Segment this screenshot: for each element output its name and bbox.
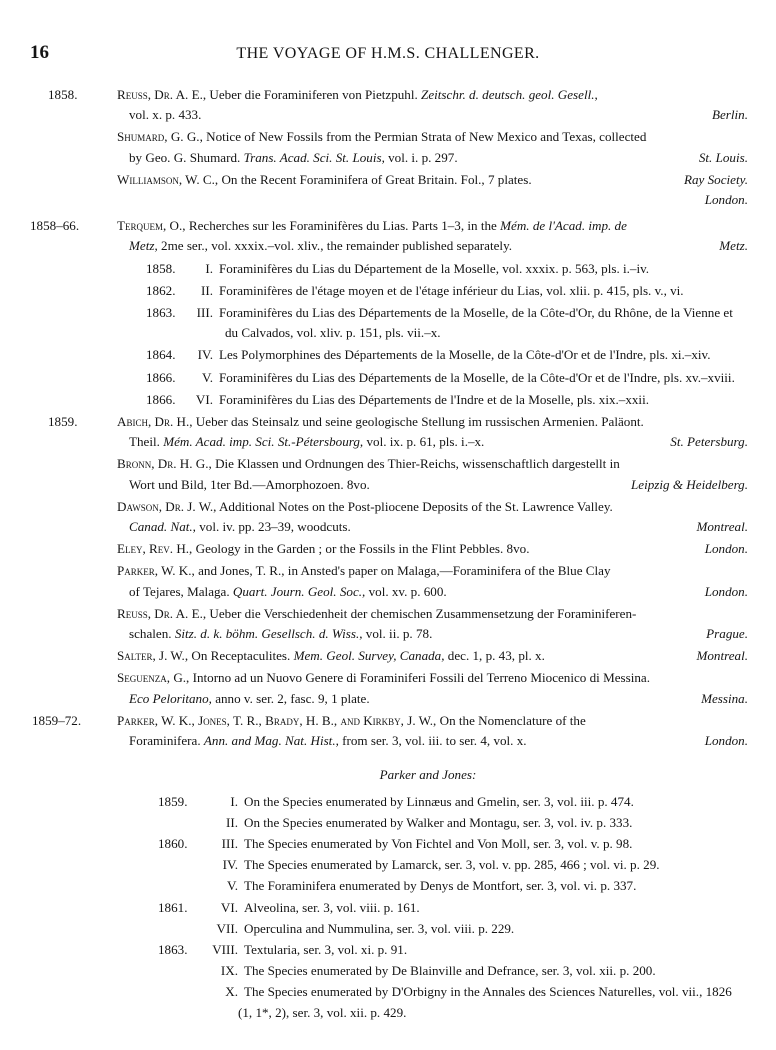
item-number: X. (225, 984, 238, 1000)
entry-place: Montreal. (696, 519, 748, 535)
terquem-part (0, 390, 776, 410)
entry-place: Montreal. (696, 648, 748, 664)
entry-author: Parker, W. K., (117, 563, 195, 579)
item-year: 1861. (158, 899, 188, 915)
entry-journal: Sitz. d. k. böhm. Gesellsch. d. Wiss., (174, 626, 363, 642)
entry-title: On the Recent Foraminifera of Great Britain. Fol., 7 plates. (221, 171, 532, 187)
entry-title: Ueber das Steinsalz und seine geologische Stellung im russischen Armenien. Paläont. (195, 414, 644, 430)
entry-publisher: Ray Society. (684, 171, 748, 187)
pj-item (0, 982, 776, 1022)
bib-entry-parker (0, 711, 776, 751)
part-year: 1863. (146, 305, 176, 321)
part-text: Foraminifères du Lias du Département de la Moselle, vol. xxxix. p. 563, pls. i.–iv. (219, 260, 650, 276)
item-number: VIII. (212, 941, 238, 957)
item-text: On the Species enumerated by Walker and Montagu, ser. 3, vol. iv. p. 333. (244, 814, 633, 830)
entry-detail: Foraminifera. (129, 733, 201, 749)
entry-author: Eley, Rev. H., (117, 541, 193, 557)
entry-journal: Ann. and Mag. Nat. Hist., (203, 733, 339, 749)
entry-title: On the Nomenclature of the (439, 712, 586, 728)
entry-author: Seguenza, G., (117, 670, 190, 686)
item-text: Textularia, ser. 3, vol. xi. p. 91. (244, 941, 408, 957)
pj-item (0, 898, 776, 918)
entry-place: London. (704, 192, 748, 208)
entry-title: Die Klassen und Ordnungen des Thier-Reichs, wissenschaftlich dargestellt in (215, 456, 620, 472)
bib-entry (0, 561, 776, 601)
page-number: 16 (30, 42, 49, 63)
bib-entry (0, 170, 776, 210)
item-number: VI. (220, 899, 238, 915)
part-text: Foraminifères du Lias des Départements de la Moselle, de la Côte-d'Or et de l'Indre, pls. xv.–xviii. (219, 369, 735, 385)
pj-item (0, 792, 776, 812)
item-text: Operculina and Nummulina, ser. 3, vol. viii. p. 229. (244, 920, 515, 936)
section-heading: Parker and Jones: (379, 767, 477, 783)
part-year: 1858. (146, 260, 176, 276)
part-number: VI. (195, 391, 213, 407)
item-number: IV. (222, 857, 238, 873)
bib-entry (0, 646, 776, 666)
item-number: I. (230, 793, 238, 809)
part-number: V. (201, 369, 213, 385)
entry-title: Recherches sur les Foraminifères du Lias. Parts 1–3, in the (188, 218, 497, 234)
entry-volume: anno v. ser. 2, fasc. 9, 1 plate. (215, 690, 370, 706)
entry-place: Prague. (706, 626, 748, 642)
entry-title: On Receptaculites. (191, 648, 291, 664)
part-year: 1864. (146, 347, 176, 363)
entry-place: St. Louis. (698, 149, 748, 165)
entry-author: Bronn, Dr. H. G., (117, 456, 212, 472)
terquem-part (0, 303, 776, 343)
part-year: 1862. (146, 282, 176, 298)
entry-title: Ueber die Foraminiferen von Pietzpuhl. (209, 87, 418, 102)
entry-place: Berlin. (711, 107, 748, 123)
item-number: V. (226, 878, 238, 894)
entry-volume: vol. ii. p. 78. (365, 626, 433, 642)
entry-year: 1859. (48, 414, 78, 430)
bib-entry (0, 668, 776, 708)
entry-journal: Zeitschr. d. deutsch. geol. Gesell., (421, 87, 598, 102)
entry-author: Parker, W. K., Jones, T. R., Brady, H. B., and Kirkby, J. W., (117, 712, 437, 728)
entry-journal: Canad. Nat., (129, 519, 196, 535)
item-year: 1860. (158, 835, 188, 851)
entry-author: Shumard, G. G., (117, 129, 203, 145)
terquem-part (0, 345, 776, 365)
entry-place: London. (704, 541, 748, 557)
part-number: I. (205, 260, 213, 276)
entry-volume: dec. 1, p. 43, pl. x. (447, 648, 545, 664)
part-number: IV. (197, 347, 213, 363)
entry-author: Abich, Dr. H., (117, 414, 193, 430)
entry-year: 1858–66. (30, 218, 80, 234)
entry-journal: Quart. Journ. Geol. Soc., (232, 583, 366, 599)
pj-item (0, 961, 776, 981)
entry-author: Reuss, Dr. A. E., (117, 87, 207, 102)
entry-journal: Mem. Geol. Survey, Canada, (293, 648, 445, 664)
entry-volume: 2me ser., vol. xxxix.–vol. xliv., the remainder published separately. (161, 238, 513, 254)
entry-volume: vol. iv. pp. 23–39, woodcuts. (199, 519, 351, 535)
entry-volume: vol. x. p. 433. (129, 107, 202, 123)
entry-place: Messina. (701, 690, 748, 706)
terquem-part (0, 368, 776, 388)
terquem-part (0, 281, 776, 301)
pj-item (0, 813, 776, 833)
bib-entry (0, 604, 776, 644)
item-text: The Species enumerated by Lamarck, ser. 3, vol. v. pp. 285, 466 ; vol. vi. p. 29. (244, 857, 660, 873)
bib-entry (0, 412, 776, 452)
entry-title: Ueber die Verschiedenheit der chemischen Zusammensetzung der Foraminiferen- (209, 605, 637, 621)
bib-entry-terquem (0, 216, 776, 256)
item-text: The Foraminifera enumerated by Denys de Montfort, ser. 3, vol. vi. p. 337. (244, 878, 637, 894)
part-year: 1866. (146, 391, 176, 407)
entry-volume: vol. i. p. 297. (388, 149, 458, 165)
item-text: Alveolina, ser. 3, vol. viii. p. 161. (244, 899, 420, 915)
item-number: II. (226, 814, 238, 830)
entry-title: Notice of New Fossils from the Permian Strata of New Mexico and Texas, collected (206, 129, 647, 145)
bib-entry (0, 85, 776, 125)
part-text: Foraminifères du Lias des Départements de l'Indre et de la Moselle, pls. xix.–xxii. (219, 391, 649, 407)
entry-place: St. Petersburg. (670, 434, 748, 450)
entry-journal: Eco Peloritano, (129, 690, 212, 706)
bib-entry (0, 454, 776, 494)
entry-author: Terquem, O., (117, 218, 186, 234)
entry-title: Intorno ad un Nuovo Genere di Foraminiferi Fossili del Terreno Miocenico di Messina. (192, 670, 651, 686)
entry-detail: of Tejares, Malaga. (129, 583, 230, 599)
pj-item (0, 940, 776, 960)
part-number: III. (196, 305, 213, 321)
entry-detail: by Geo. G. Shumard. (129, 149, 241, 165)
bib-entry (0, 539, 776, 559)
item-year: 1859. (158, 793, 188, 809)
entry-title: and Jones, T. R., in Ansted's paper on Malaga,—Foraminifera of the Blue Clay (198, 563, 611, 579)
entry-journal: Trans. Acad. Sci. St. Louis, (243, 149, 385, 165)
entry-author: Dawson, Dr. J. W., (117, 498, 217, 514)
entry-volume: vol. ix. p. 61, pls. i.–x. (366, 434, 485, 450)
page-header (30, 42, 746, 66)
pj-item (0, 834, 776, 854)
item-year: 1863. (158, 941, 188, 957)
item-number: VII. (216, 920, 238, 936)
running-title: THE VOYAGE OF H.M.S. CHALLENGER. (236, 45, 540, 62)
entry-journal: Mém. de l'Acad. imp. de (500, 218, 627, 234)
part-number: II. (201, 282, 213, 298)
bib-entry (0, 497, 776, 537)
entry-journal-city: Metz, (129, 238, 158, 254)
bibliography-body (0, 85, 776, 1024)
entry-journal: Mém. Acad. imp. Sci. St.-Pétersbourg, (163, 434, 364, 450)
part-text: Foraminifères du Lias des Départements de la Moselle, de la Côte-d'Or, du Rhône, de la Vienne et du Calvados, vol. xliv. p. 151, pls. vii.–x. (219, 305, 733, 341)
terquem-part (0, 259, 776, 279)
entry-detail: Wort und Bild, 1ter Bd.—Amorphozoen. 8vo. (129, 476, 370, 492)
entry-detail: Theil. (129, 434, 160, 450)
item-text: On the Species enumerated by Linnæus and Gmelin, ser. 3, vol. iii. p. 474. (244, 793, 634, 809)
item-text: The Species enumerated by Von Fichtel and Von Moll, ser. 3, vol. v. p. 98. (244, 835, 633, 851)
entry-place: London. (704, 733, 748, 749)
entry-author: Reuss, Dr. A. E., (117, 605, 207, 621)
entry-title: Additional Notes on the Post-pliocene Deposits of the St. Lawrence Valley. (218, 498, 613, 514)
item-number: IX. (220, 963, 238, 979)
part-year: 1866. (146, 369, 176, 385)
entry-detail: schalen. (129, 626, 172, 642)
entry-place: Metz. (719, 238, 748, 254)
entry-volume: vol. xv. p. 600. (368, 583, 447, 599)
entry-title: Geology in the Garden ; or the Fossils in the Flint Pebbles. 8vo. (195, 541, 530, 557)
entry-volume: from ser. 3, vol. iii. to ser. 4, vol. x. (342, 733, 527, 749)
pj-item (0, 876, 776, 896)
part-text: Foraminifères de l'étage moyen et de l'étage inférieur du Lias, vol. xlii. p. 415, pls. v., vi. (219, 282, 684, 298)
entry-author: Salter, J. W., (117, 648, 189, 664)
entry-year: 1859–72. (32, 712, 82, 728)
entry-place: Leipzig & Heidelberg. (631, 476, 748, 492)
item-text: The Species enumerated by De Blainville and Defrance, ser. 3, vol. xii. p. 200. (244, 963, 656, 979)
item-number: III. (221, 835, 238, 851)
entry-place: London. (704, 583, 748, 599)
entry-year: 1858. (48, 87, 78, 102)
entry-author: Williamson, W. C., (117, 171, 219, 187)
part-text: Les Polymorphines des Départements de la Moselle, de la Côte-d'Or et de l'Indre, pls. xi.–xiv. (219, 347, 711, 363)
pj-item (0, 855, 776, 875)
pj-item (0, 919, 776, 939)
bib-entry (0, 127, 776, 167)
item-text: The Species enumerated by D'Orbigny in the Annales des Sciences Naturelles, vol. vii., 1826 (1, 1*, 2), ser. 3, vol. xii. p. 429. (238, 984, 732, 1020)
